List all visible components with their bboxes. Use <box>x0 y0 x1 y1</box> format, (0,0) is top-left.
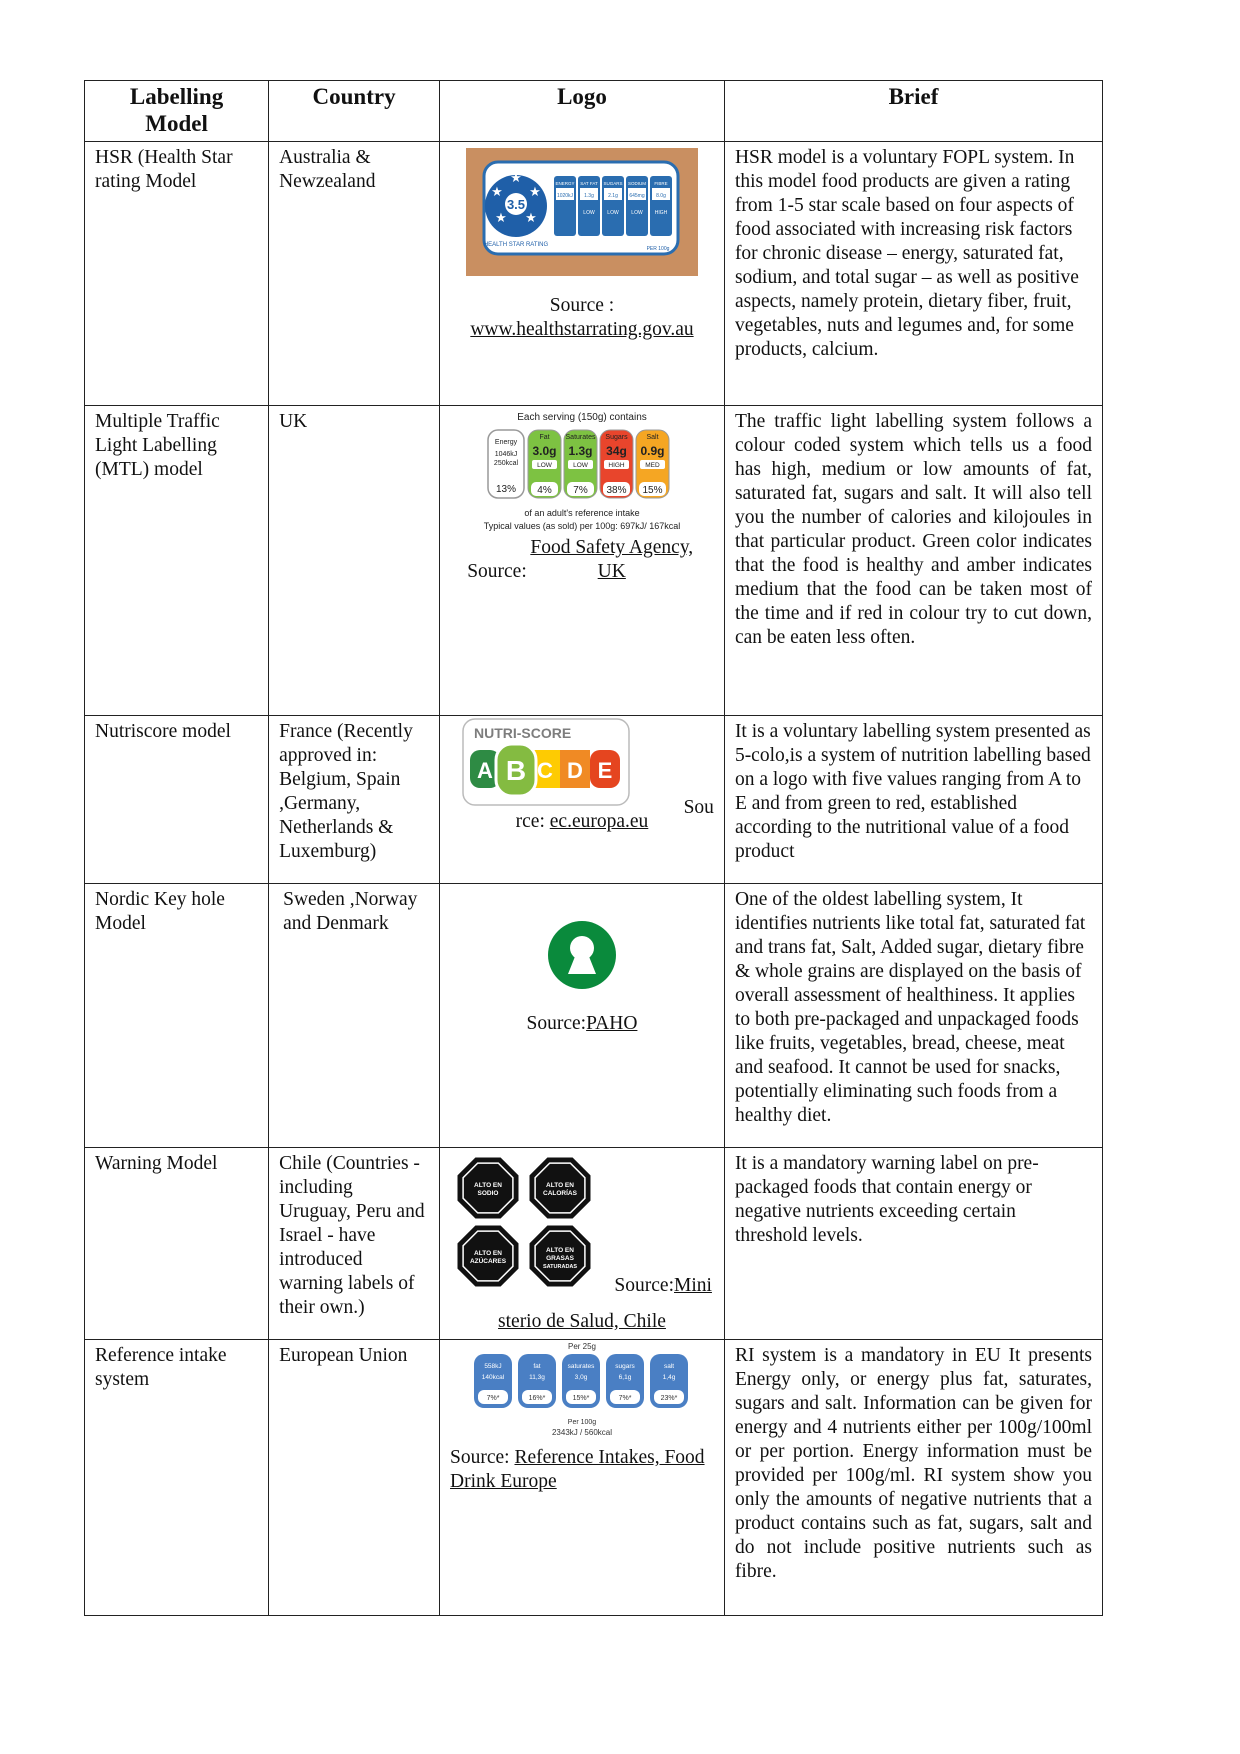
warning-source <box>614 1274 712 1298</box>
svg-text:140kcal: 140kcal <box>481 1374 505 1381</box>
brief: It is a voluntary labelling system presented as 5-colo,is a system of nutrition labelling based on a logo with five values ranging from A to E and from green to red, established according to the nutritional value of a food product <box>724 716 1102 884</box>
svg-text:HIGH: HIGH <box>654 210 668 216</box>
header-brief: Brief <box>724 81 1102 142</box>
table-row <box>85 1340 1103 1616</box>
brief: RI system is a mandatory in EU It presents Energy only, or energy plus fat, saturates, sugars and salt. Information can be given for energy and 4 nutrients either per 100g/100ml or per portion. Energy information must be provided per 100g/ml. RI system show you only the amounts of negative nutrients that a product contains such as fat, sugars, salt and do not include positive nutrients such as fibre. <box>724 1340 1102 1616</box>
header-country: Country <box>269 81 440 142</box>
svg-text:Each serving (150g) contains: Each serving (150g) contains <box>517 412 647 423</box>
traffic-light-nutrient <box>600 430 633 498</box>
svg-text:7%*: 7%* <box>618 1395 632 1402</box>
nutri-score-letter <box>560 750 590 788</box>
warning-labels-logo <box>454 1154 604 1292</box>
logo-cell <box>440 406 725 716</box>
svg-text:B: B <box>505 755 527 786</box>
country: France (Recently approved in: Belgium, Spain ,Germany, Netherlands & Luxemburg) <box>269 716 440 884</box>
nutriscore-source-prefix-right: Sou <box>683 797 714 818</box>
svg-text:LOW: LOW <box>537 462 552 469</box>
hsr-star-value: 3.5 <box>506 197 526 212</box>
svg-text:1,4g: 1,4g <box>662 1374 676 1381</box>
svg-text:16%*: 16%* <box>528 1395 546 1402</box>
svg-text:Saturates: Saturates <box>565 434 596 441</box>
health-star-rating-logo <box>466 148 698 276</box>
svg-text:saturates: saturates <box>567 1363 595 1370</box>
hsr-nutrient-column <box>602 176 624 236</box>
reference-intake-item <box>650 1354 688 1408</box>
header-labelling-model: Labelling Model <box>85 81 269 142</box>
svg-text:SODIO: SODIO <box>477 1190 499 1197</box>
svg-text:CALORÍAS: CALORÍAS <box>543 1190 578 1197</box>
warning-octagon-sign <box>458 1158 519 1219</box>
source-prefix: Source: <box>467 561 527 582</box>
svg-text:6,1g: 6,1g <box>618 1374 632 1381</box>
hsr-nutrient-column <box>650 176 672 236</box>
brief: It is a mandatory warning label on pre-packaged foods that contain energy or negative nutrients exceeding certain threshold levels. <box>724 1148 1102 1340</box>
svg-text:645mg: 645mg <box>629 193 645 199</box>
svg-text:13%: 13% <box>495 484 516 495</box>
reference-intake-item <box>562 1354 600 1408</box>
source-prefix: Source: <box>450 1447 515 1468</box>
svg-text:★: ★ <box>495 211 507 226</box>
svg-text:11,3g: 11,3g <box>529 1374 545 1381</box>
svg-text:salt: salt <box>663 1363 675 1370</box>
traffic-light-logo <box>462 408 702 534</box>
svg-text:SUGARS: SUGARS <box>603 181 623 186</box>
svg-text:NUTRI-SCORE: NUTRI-SCORE <box>474 725 572 741</box>
svg-text:Fat: Fat <box>539 434 550 441</box>
logo-cell <box>440 1148 725 1340</box>
svg-text:Typical values (as sold) per 1: Typical values (as sold) per 100g: 697kJ/ 167kcal <box>483 521 681 531</box>
svg-text:★: ★ <box>491 185 503 200</box>
brief: HSR model is a voluntary FOPL system. In this model food products are given a rating from 1-5 star scale based on four aspects of food associated with increasing risk factors for chronic disease – energy, saturated fat, sodium, and total sugar – as well as positive aspects, namely protein, dietary fiber, fruit, vegetables, nuts and legumes and, for some products, calcium. <box>724 142 1102 406</box>
logo-cell <box>440 716 725 884</box>
svg-text:MED: MED <box>645 462 660 469</box>
table-header-row <box>85 81 1103 142</box>
source-link[interactable]: PAHO <box>586 1013 638 1034</box>
country: Sweden ,Norway and Denmark <box>269 884 440 1148</box>
country: Australia & Newzealand <box>269 142 440 406</box>
logo-cell <box>440 142 725 406</box>
svg-text:7%*: 7%* <box>486 1395 500 1402</box>
svg-text:A: A <box>477 758 493 783</box>
svg-text:ENERGY: ENERGY <box>555 181 575 186</box>
hsr-nutrient-column <box>554 176 576 236</box>
warning-octagon-sign <box>530 1226 591 1287</box>
source-link[interactable]: Food Safety Agency, UK <box>530 537 694 582</box>
svg-text:FIBRE: FIBRE <box>654 181 668 186</box>
svg-text:SODIUM: SODIUM <box>627 181 646 186</box>
svg-text:E: E <box>597 758 613 783</box>
svg-text:fat: fat <box>533 1363 541 1370</box>
model-name: Reference intake system <box>85 1340 269 1616</box>
model-name: HSR (Health Star rating Model <box>85 142 269 406</box>
svg-text:558kJ: 558kJ <box>484 1363 502 1370</box>
table-row <box>85 716 1103 884</box>
svg-text:15%: 15% <box>642 485 663 496</box>
table-row <box>85 142 1103 406</box>
labelling-models-table <box>84 80 1103 1616</box>
svg-text:ALTO EN: ALTO EN <box>546 1182 574 1189</box>
warning-octagon-sign <box>458 1226 519 1287</box>
source-prefix: rce: <box>515 811 550 832</box>
traffic-light-nutrient <box>528 430 561 498</box>
svg-text:GRASAS: GRASAS <box>546 1255 574 1262</box>
svg-text:★: ★ <box>529 185 541 200</box>
svg-text:38%: 38% <box>606 485 627 496</box>
svg-text:34g: 34g <box>606 444 627 458</box>
svg-text:LOW: LOW <box>573 462 588 469</box>
svg-text:3,0g: 3,0g <box>574 1374 588 1381</box>
source-prefix: Source : <box>549 295 615 316</box>
traffic-light-nutrient <box>636 430 669 498</box>
reference-intake-item <box>518 1354 556 1408</box>
svg-text:C: C <box>537 758 553 783</box>
svg-text:3.0g: 3.0g <box>532 444 557 458</box>
svg-text:1046kJ: 1046kJ <box>494 451 518 458</box>
svg-text:SAT FAT: SAT FAT <box>580 181 598 186</box>
nutri-score-logo <box>462 718 632 808</box>
country: European Union <box>269 1340 440 1616</box>
hsr-per: PER 100g <box>646 246 670 252</box>
traffic-light-nutrient <box>564 430 597 498</box>
hsr-label: HEALTH STAR RATING <box>483 242 549 248</box>
svg-text:1.3g: 1.3g <box>584 193 594 199</box>
svg-text:of an adult's reference intake: of an adult's reference intake <box>524 508 640 518</box>
model-name: Multiple Traffic Light Labelling (MTL) model <box>85 406 269 716</box>
logo-cell <box>440 1340 725 1616</box>
model-name: Nutriscore model <box>85 716 269 884</box>
table-row <box>85 1148 1103 1340</box>
svg-text:LOW: LOW <box>631 210 643 216</box>
svg-text:Per 25g: Per 25g <box>567 1342 596 1351</box>
source-link-continued[interactable]: sterio de Salud, Chile <box>498 1311 666 1332</box>
table-row <box>85 406 1103 716</box>
keyhole-icon <box>547 920 617 990</box>
logo-cell <box>440 884 725 1148</box>
reference-intake-item <box>474 1354 512 1408</box>
svg-text:LOW: LOW <box>583 210 595 216</box>
svg-text:7%: 7% <box>573 485 588 496</box>
svg-text:HIGH: HIGH <box>608 462 625 469</box>
model-name: Warning Model <box>85 1148 269 1340</box>
svg-text:1.3g: 1.3g <box>568 444 593 458</box>
svg-text:1020kJ: 1020kJ <box>556 193 574 199</box>
svg-text:Energy: Energy <box>494 439 518 446</box>
svg-text:ALTO EN: ALTO EN <box>546 1247 574 1254</box>
svg-text:D: D <box>567 758 583 783</box>
svg-text:4%: 4% <box>537 485 552 496</box>
svg-text:250kcal: 250kcal <box>493 460 519 467</box>
source-link[interactable]: ec.europa.eu <box>549 811 649 832</box>
source-link[interactable]: Mini <box>674 1275 712 1296</box>
svg-text:SATURADAS: SATURADAS <box>542 1264 578 1270</box>
source-prefix: Source: <box>526 1013 587 1034</box>
svg-text:Salt: Salt <box>646 434 659 441</box>
header-logo: Logo <box>440 81 725 142</box>
source-link[interactable]: www.healthstarrating.gov.au <box>470 319 694 340</box>
svg-text:2.1g: 2.1g <box>608 193 618 199</box>
warning-octagon-sign <box>530 1158 591 1219</box>
svg-text:★: ★ <box>525 211 537 226</box>
svg-text:AZÚCARES: AZÚCARES <box>469 1258 507 1265</box>
svg-text:8.0g: 8.0g <box>656 193 666 199</box>
brief: The traffic light labelling system follows a colour coded system which tells us a food has high, medium or low amounts of fat, saturated fat, sugars and salt. It will also tell you the number of calories and kilojoules in that particular product. Green color indicates that the food is healthy and amber indicates medium that the food can be taken most of the time and if red in colour try to cut down, can be eaten less often. <box>724 406 1102 716</box>
reference-intake-item <box>606 1354 644 1408</box>
svg-text:0.9g: 0.9g <box>640 444 665 458</box>
reference-intake-logo <box>462 1340 702 1442</box>
svg-text:15%*: 15%* <box>572 1395 590 1402</box>
svg-text:sugars: sugars <box>615 1363 635 1370</box>
nutri-score-letter-selected <box>496 744 536 796</box>
model-name: Nordic Key hole Model <box>85 884 269 1148</box>
svg-text:2343kJ / 560kcal: 2343kJ / 560kcal <box>551 1428 613 1437</box>
table-row <box>85 884 1103 1148</box>
source-link[interactable]: Reference Intakes, Food Drink Europe <box>450 1447 705 1492</box>
source-prefix: Source: <box>614 1275 674 1296</box>
svg-text:ALTO EN: ALTO EN <box>474 1250 502 1257</box>
svg-text:★: ★ <box>510 171 522 186</box>
svg-text:23%*: 23%* <box>660 1395 678 1402</box>
brief: One of the oldest labelling system, It identifies nutrients like total fat, saturated fat and trans fat, Salt, Added sugar, dietary fibre & whole grains are displayed on the basis of overall assessment of healthiness. It applies to both pre-packaged and unpackaged foods like fruits, vegetables, bread, cheese, meat and seafood. It cannot be used for snacks, potentially eliminating such foods from a healthy diet. <box>724 884 1102 1148</box>
country: Chile (Countries - including Uruguay, Peru and Israel - have introduced warning labels of their own.) <box>269 1148 440 1340</box>
svg-text:LOW: LOW <box>607 210 619 216</box>
hsr-nutrient-column <box>578 176 600 236</box>
country: UK <box>269 406 440 716</box>
nutri-score-letter <box>590 750 620 788</box>
svg-text:Per 100g: Per 100g <box>567 1419 597 1426</box>
hsr-nutrient-column <box>626 176 648 236</box>
svg-text:Sugars: Sugars <box>605 434 628 441</box>
svg-text:ALTO EN: ALTO EN <box>474 1182 502 1189</box>
